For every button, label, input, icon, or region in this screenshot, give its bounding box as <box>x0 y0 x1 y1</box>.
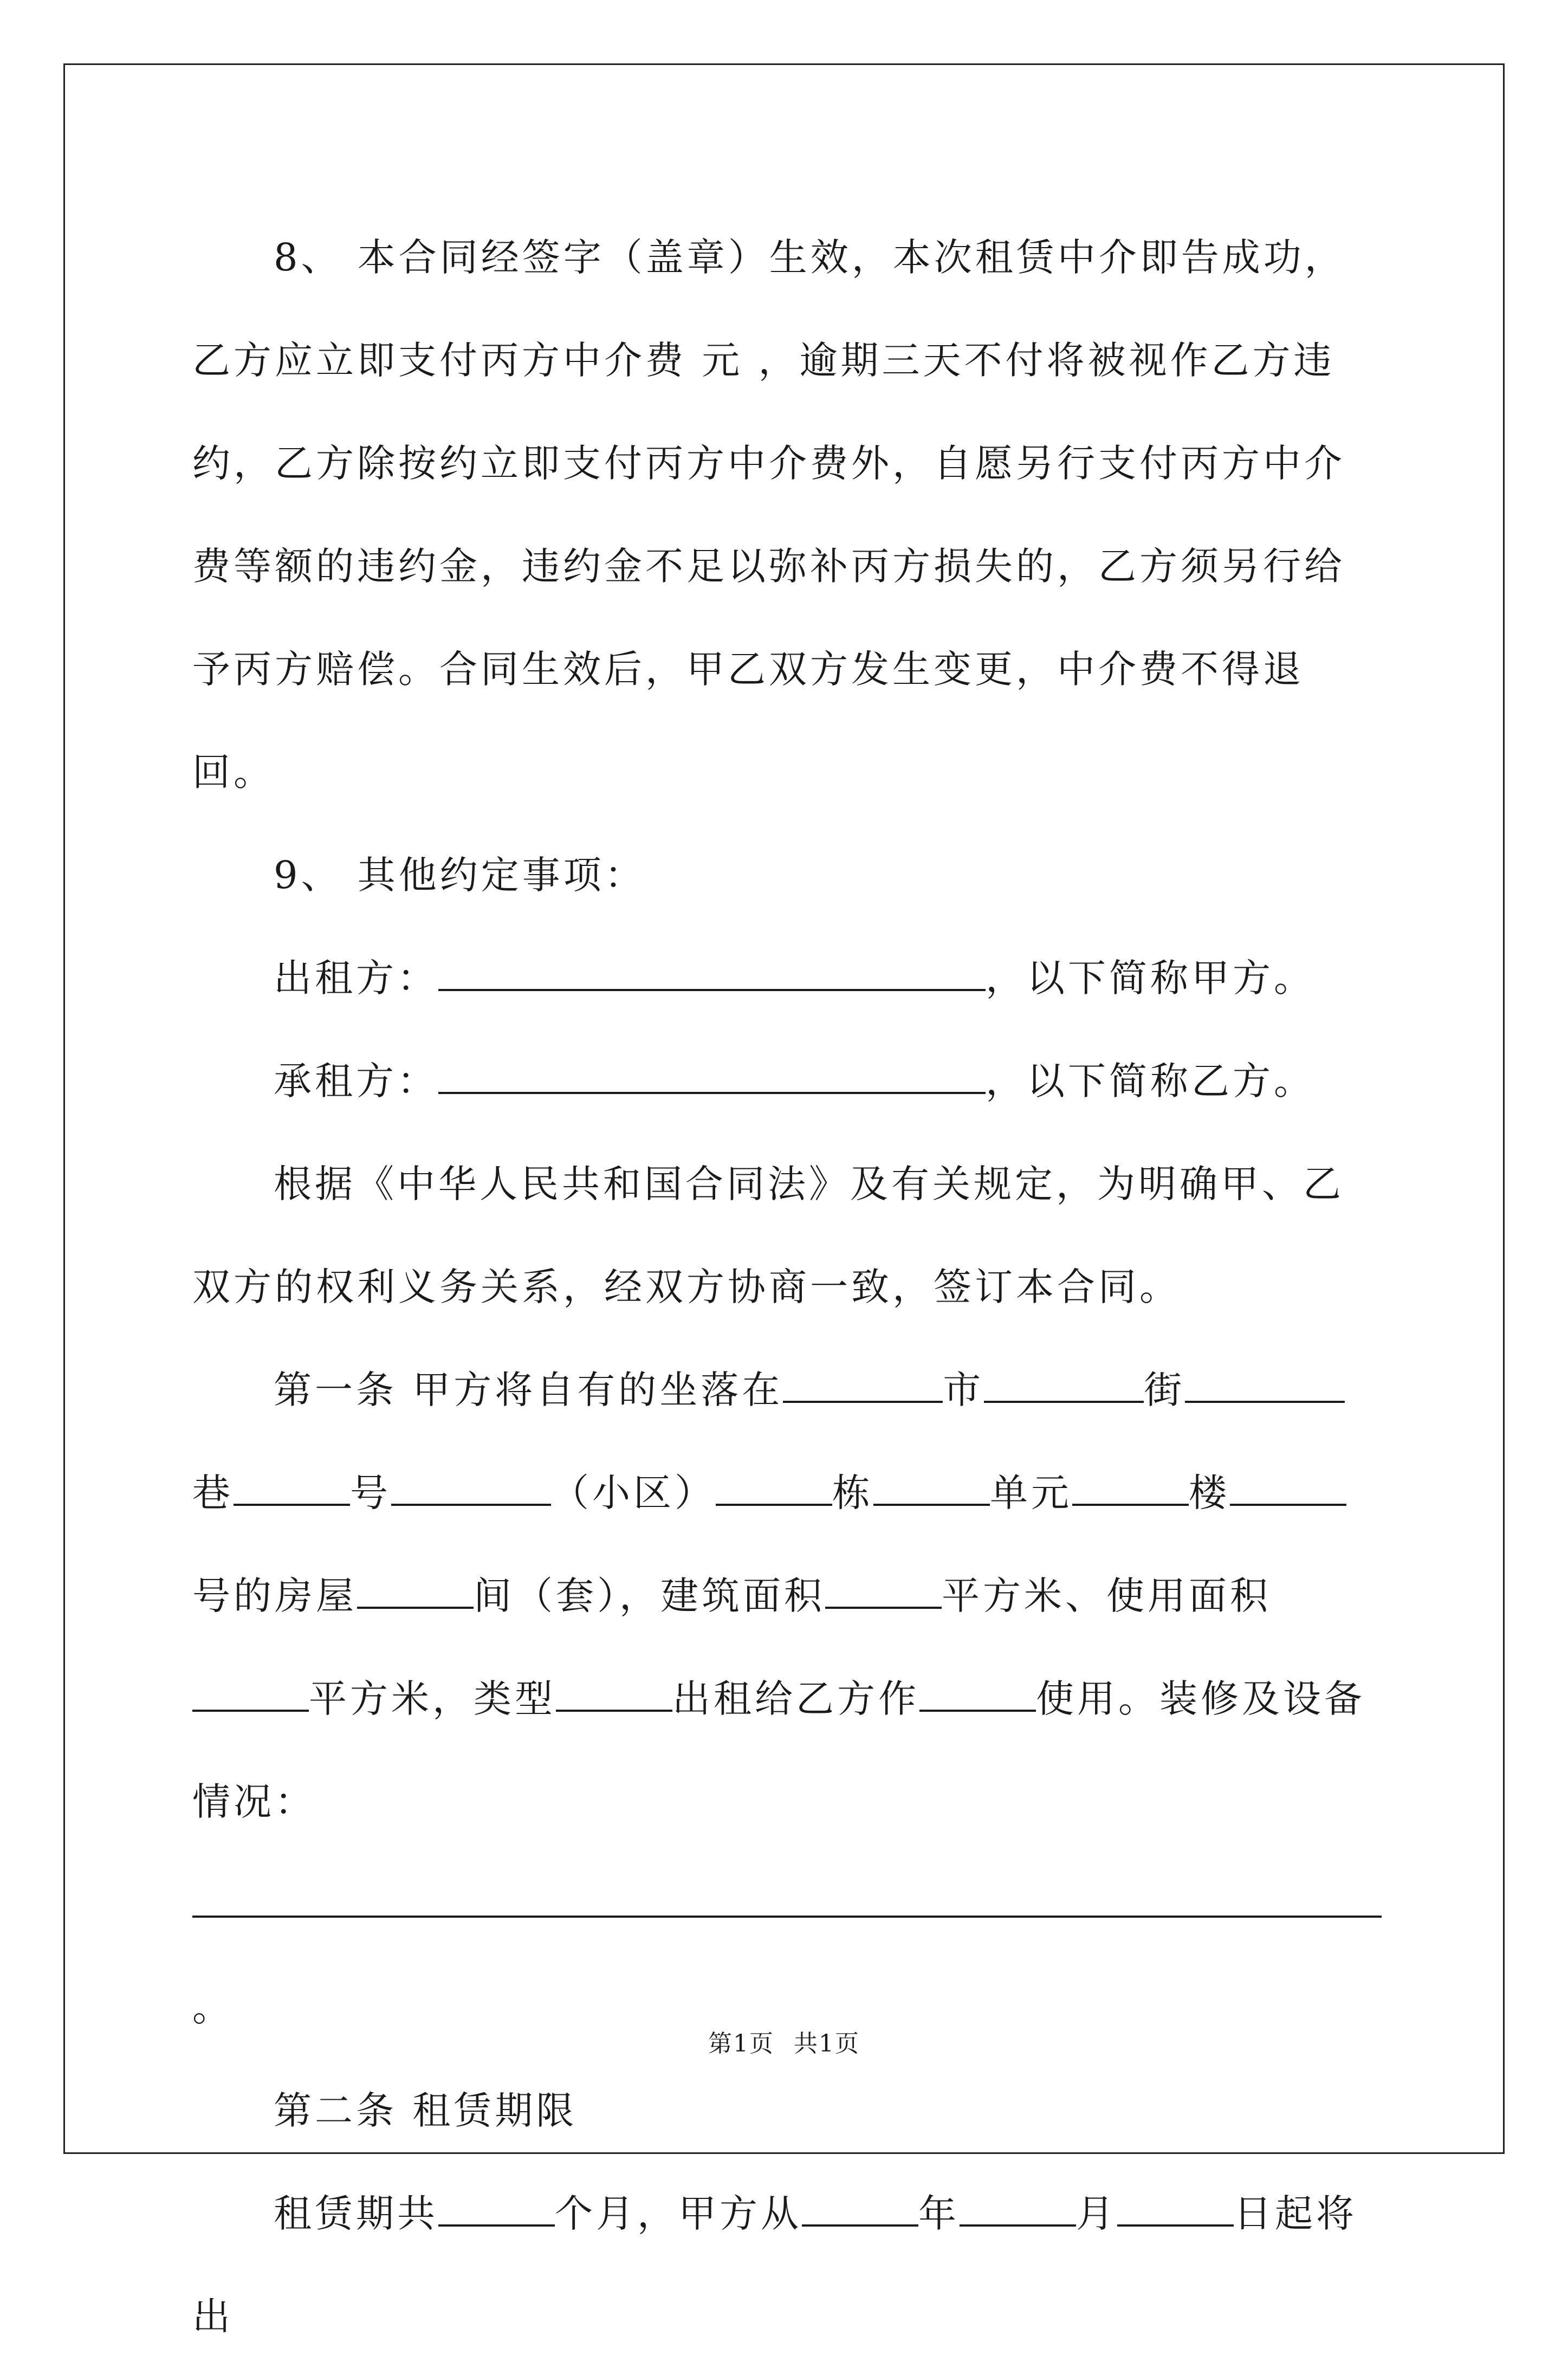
lessor-blank[interactable] <box>438 951 986 991</box>
building-area-blank[interactable] <box>825 1569 942 1609</box>
rooms-label: 间（套），建筑面积 <box>474 1574 825 1618</box>
month-label: 月 <box>1076 2191 1117 2236</box>
street-label: 街 <box>1144 1368 1185 1412</box>
start-day-blank[interactable] <box>1117 2186 1234 2227</box>
usable-area-blank[interactable] <box>192 1672 309 1712</box>
day-from-label: 日起将出 <box>192 2191 1357 2339</box>
lessee-suffix: ，以下简称乙方。 <box>986 1059 1315 1103</box>
article-2 <box>192 2162 1379 2368</box>
equipment-blank[interactable] <box>192 1878 1382 1918</box>
start-month-blank[interactable] <box>960 2186 1076 2227</box>
article-1 <box>192 1338 1379 2059</box>
city-label: 市 <box>943 1368 984 1412</box>
lessee-blank[interactable] <box>438 1054 986 1094</box>
house-label: 号的房屋 <box>192 1574 357 1618</box>
number-blank[interactable] <box>234 1466 350 1506</box>
start-year-blank[interactable] <box>802 2186 918 2227</box>
unit-label: 单元 <box>990 1471 1072 1515</box>
page-footer <box>0 2024 1568 2059</box>
clause-9: 9、 其他约定事项： <box>274 853 646 897</box>
lessor-line <box>192 927 1379 1030</box>
city-blank[interactable] <box>783 1363 943 1403</box>
term-months-blank[interactable] <box>438 2186 555 2227</box>
street-blank[interactable] <box>984 1363 1144 1403</box>
year-label: 年 <box>918 2191 960 2236</box>
usage-label: 使用。装修及设备情况： <box>192 1677 1365 1824</box>
lane-label: 巷 <box>192 1471 234 1515</box>
floor-blank[interactable] <box>1072 1466 1189 1506</box>
community-label: （小区） <box>551 1471 716 1515</box>
building-blank[interactable] <box>716 1466 832 1506</box>
term-lead: 租赁期共 <box>274 2191 438 2236</box>
lessee-label: 承租方： <box>274 1059 438 1103</box>
rooms-blank[interactable] <box>357 1569 474 1609</box>
area-unit2-label: 平方米，类型 <box>309 1677 556 1721</box>
article-2-title: 第二条 租赁期限 <box>274 2088 578 2133</box>
lane-blank[interactable] <box>1185 1363 1345 1403</box>
usage-blank[interactable] <box>919 1672 1036 1712</box>
lessor-label: 出租方： <box>274 956 438 1000</box>
room-number-blank[interactable] <box>1230 1466 1346 1506</box>
area-unit-label: 平方米、使用面积 <box>942 1574 1271 1618</box>
term-months-label: 个月，甲方从 <box>555 2191 802 2236</box>
clause-8: 8、 本合同经签字（盖章）生效，本次租赁中介即告成功，乙方应立即支付丙方中介费 元 ，逾期三天不付将被视作乙方违约，乙方除按约立即支付丙方中介费外，自愿另行支付丙方中介费等额的违约金，违约金不足以弥补丙方损失的，乙方须另行给予丙方赔偿。合同生效后，甲乙双方发生变更，中介费不得退回。 <box>192 235 1346 794</box>
building-label: 栋 <box>832 1471 873 1515</box>
article-1-lead: 第一条 甲方将自有的坐落在 <box>274 1368 783 1412</box>
unit-blank[interactable] <box>873 1466 990 1506</box>
floor-label: 楼 <box>1189 1471 1230 1515</box>
article-1-end: 。 <box>192 1985 234 2030</box>
lessor-suffix: ，以下简称甲方。 <box>986 956 1315 1000</box>
lease-to-label: 出租给乙方作 <box>672 1677 919 1721</box>
number-label: 号 <box>350 1471 391 1515</box>
page-total: 共1页 <box>794 2030 860 2058</box>
basis-paragraph: 根据《中华人民共和国合同法》及有关规定，为明确甲、乙双方的权利义务关系，经双方协商一致，签订本合同。 <box>192 1162 1344 1309</box>
page-current: 第1页 <box>708 2030 774 2058</box>
lessee-line <box>192 1030 1379 1133</box>
type-blank[interactable] <box>556 1672 672 1712</box>
community-blank[interactable] <box>391 1466 551 1506</box>
